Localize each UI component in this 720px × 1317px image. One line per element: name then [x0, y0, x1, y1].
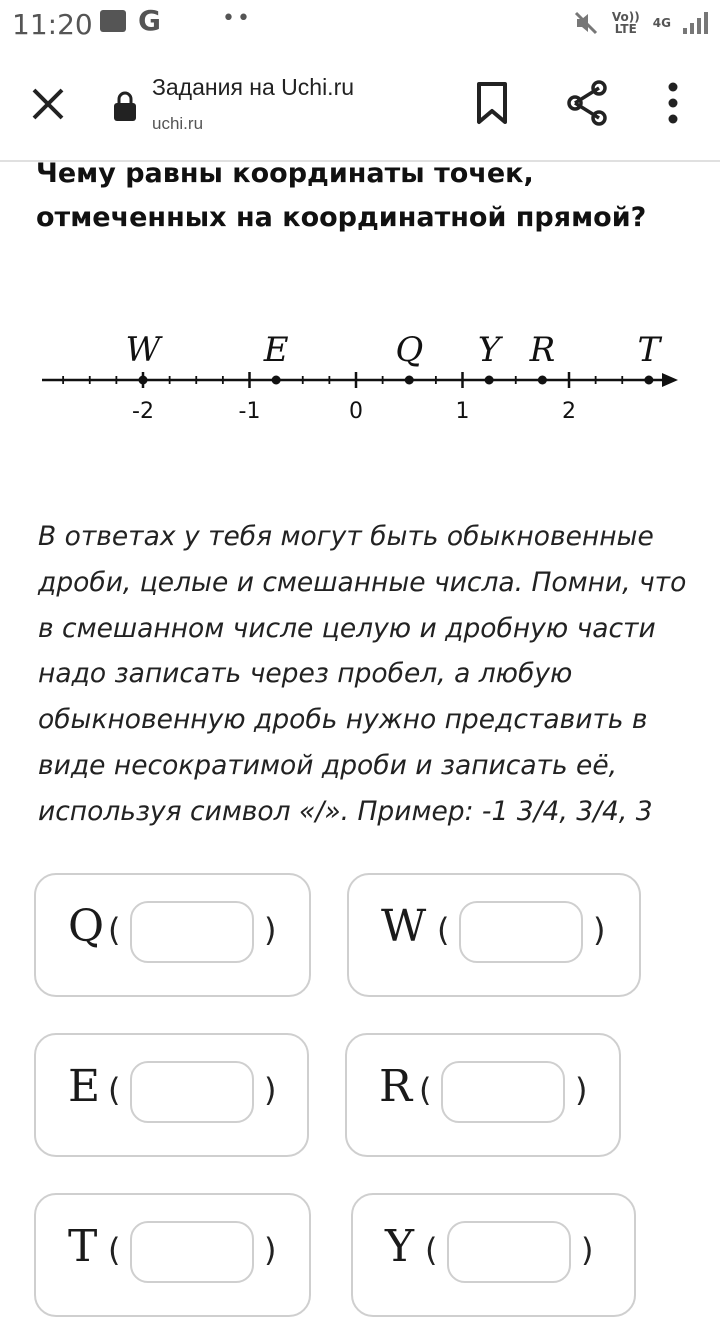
point-q-marker — [405, 376, 414, 385]
point-r-label: R — [529, 330, 556, 370]
open-paren: ( — [108, 1071, 121, 1109]
dots-icon: •• — [222, 6, 252, 31]
status-bar — [0, 0, 720, 50]
answer-letter: T — [68, 1221, 98, 1272]
answer-card-y — [351, 1193, 636, 1317]
instructions-line: обыкновенную дробь нужно представить в — [38, 704, 648, 736]
bookmark-icon[interactable] — [470, 80, 514, 126]
answer-input-y[interactable] — [447, 1221, 571, 1283]
answer-letter: Q — [68, 901, 105, 952]
point-y-marker — [485, 376, 494, 385]
answer-input-q[interactable] — [130, 901, 254, 963]
answer-card-e — [34, 1033, 309, 1157]
question-line: отмеченных на координатной прямой? — [36, 202, 647, 233]
tick-label: -1 — [238, 399, 261, 424]
close-paren: ) — [581, 1231, 594, 1269]
status-time: 11:20 — [12, 8, 93, 41]
instructions-line: в смешанном числе целую и дробную части — [38, 612, 656, 644]
signal-icon — [683, 12, 708, 34]
network-label: 4G — [652, 16, 671, 30]
point-e-marker — [272, 376, 281, 385]
google-g-icon: G — [138, 4, 161, 37]
point-w-marker — [139, 376, 148, 385]
answer-letter: Y — [385, 1221, 415, 1272]
answer-input-r[interactable] — [441, 1061, 565, 1123]
point-t-marker — [644, 376, 653, 385]
close-paren: ) — [593, 911, 606, 949]
point-w-label: W — [125, 330, 161, 370]
number-line — [30, 318, 690, 428]
instructions-line: используя символ «/». Пример: -1 3/4, 3/4, 3 — [38, 795, 653, 827]
instructions-line: В ответах у тебя могут быть обыкновенные — [38, 521, 654, 552]
question-line: Чему равны координаты точек, — [36, 158, 534, 189]
answer-card-w — [347, 873, 641, 997]
answer-letter: R — [379, 1061, 413, 1112]
answer-card-r — [345, 1033, 621, 1157]
point-t-label: T — [637, 330, 661, 370]
close-paren: ) — [264, 1071, 277, 1109]
mute-icon — [573, 10, 599, 36]
answer-letter: E — [68, 1061, 101, 1112]
lock-icon — [113, 90, 137, 122]
answer-letter: W — [381, 901, 427, 952]
close-icon[interactable] — [22, 78, 74, 130]
page-url: uchi.ru — [152, 114, 204, 133]
answer-input-w[interactable] — [459, 901, 583, 963]
instructions-text — [38, 514, 698, 835]
tick-label: 2 — [562, 399, 576, 424]
close-paren: ) — [264, 1231, 277, 1269]
share-icon[interactable] — [563, 78, 611, 128]
open-paren: ( — [108, 1231, 121, 1269]
number-line-arrow — [662, 373, 678, 387]
tick-label: -2 — [132, 399, 154, 424]
answer-input-e[interactable] — [130, 1061, 254, 1123]
image-icon — [100, 10, 126, 32]
page-title: Задания на Uchi.ru — [152, 74, 355, 100]
status-right-icons — [573, 10, 708, 36]
point-y-label: Y — [477, 330, 501, 370]
volte-label: Vo)) LTE — [611, 10, 640, 36]
question-text — [36, 152, 696, 240]
open-paren: ( — [425, 1231, 438, 1269]
instructions-line: дроби, целые и смешанные числа. Помни, что — [38, 566, 687, 598]
point-q-label: Q — [395, 330, 424, 370]
point-r-marker — [538, 376, 547, 385]
custom-tab-toolbar — [0, 50, 720, 162]
open-paren: ( — [437, 911, 450, 949]
answer-input-t[interactable] — [130, 1221, 254, 1283]
open-paren: ( — [108, 911, 121, 949]
instructions-line: надо записать через пробел, а любую — [38, 658, 573, 690]
more-vert-icon[interactable] — [656, 78, 690, 128]
open-paren: ( — [419, 1071, 432, 1109]
instructions-line: виде несократимой дроби и записать её, — [38, 749, 618, 781]
answer-card-q — [34, 873, 311, 997]
tick-label: 1 — [455, 399, 470, 424]
tick-label: 0 — [349, 399, 363, 424]
close-paren: ) — [575, 1071, 588, 1109]
point-e-label: E — [263, 330, 289, 370]
close-paren: ) — [264, 911, 277, 949]
answer-card-t — [34, 1193, 311, 1317]
